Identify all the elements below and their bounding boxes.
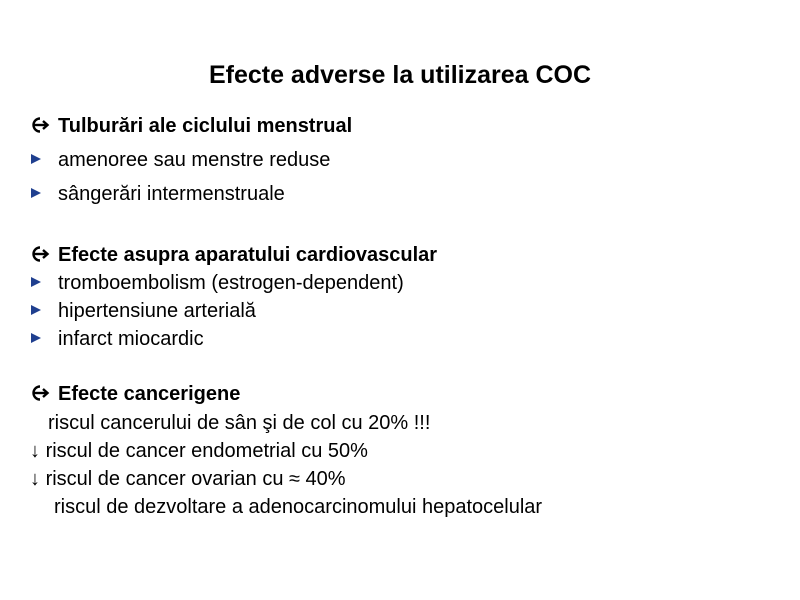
list-item-text: tromboembolism (estrogen-dependent) xyxy=(58,272,404,294)
list-item xyxy=(30,327,204,351)
section-heading-carcinogenic xyxy=(30,382,240,406)
triangle-bullet-icon xyxy=(30,327,58,351)
list-item-text: riscul de dezvoltare a adenocarcinomului hepatocelular xyxy=(54,496,543,518)
triangle-bullet-icon xyxy=(30,271,58,295)
section-heading-text: Tulburări ale ciclului menstrual xyxy=(58,115,353,137)
list-item-text: infarct miocardic xyxy=(58,328,204,350)
down-arrow-icon: ↓ xyxy=(30,468,40,490)
slide-title: Efecte adverse la utilizarea COC xyxy=(208,61,592,89)
list-item-text: sângerări intermenstruale xyxy=(58,183,285,205)
list-item-text: hipertensiune arterială xyxy=(58,300,256,322)
list-item xyxy=(30,271,404,295)
section-heading-text: Efecte asupra aparatului cardiovascular xyxy=(58,244,438,266)
triangle-bullet-icon xyxy=(30,299,58,323)
down-arrow-icon: ↓ xyxy=(30,440,40,462)
list-item xyxy=(54,495,542,519)
circled-arrow-icon xyxy=(30,243,58,267)
list-item xyxy=(30,148,330,172)
list-item xyxy=(48,411,430,435)
section-heading-text: Efecte cancerigene xyxy=(58,383,241,405)
circled-arrow-icon xyxy=(30,382,58,406)
section-heading-cardiovascular xyxy=(30,243,437,267)
list-item xyxy=(30,299,256,323)
triangle-bullet-icon xyxy=(30,148,58,172)
list-item xyxy=(30,439,368,463)
list-item-text: riscul de cancer endometrial cu 50% xyxy=(45,440,368,462)
list-item xyxy=(30,182,285,206)
triangle-bullet-icon xyxy=(30,182,58,206)
list-item xyxy=(30,467,346,491)
list-item-text: riscul cancerului de sân şi de col cu 20% !!! xyxy=(48,412,431,434)
list-item-text: riscul de cancer ovarian cu ≈ 40% xyxy=(45,468,346,490)
list-item-text: amenoree sau menstre reduse xyxy=(58,149,331,171)
circled-arrow-icon xyxy=(30,114,58,138)
section-heading-menstrual xyxy=(30,114,352,138)
